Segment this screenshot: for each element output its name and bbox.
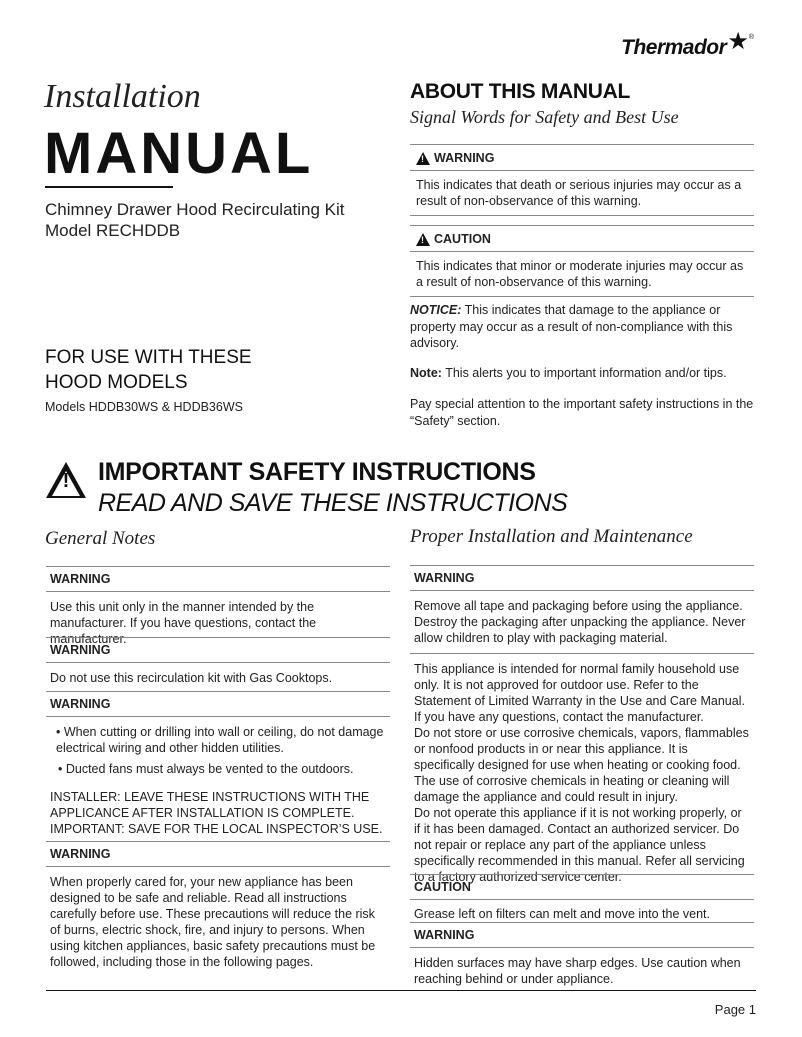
cover-divider	[45, 186, 173, 188]
general-warning-1-label: WARNING	[46, 566, 390, 592]
safety-subtitle: READ AND SAVE THESE INSTRUCTIONS	[98, 489, 568, 517]
proper-caution-label: CAUTION	[410, 874, 754, 900]
proper-warning-1-label: WARNING	[410, 565, 754, 591]
for-use-line1: FOR USE WITH THESE	[45, 347, 252, 368]
attention-paragraph: Pay special attention to the important safety instructions in the “Safety” section.	[410, 397, 754, 428]
safety-alert-exclamation: !	[62, 470, 70, 492]
proper-paragraph: Do not operate this appliance if it is not working properly, or if it has been damaged. Contact an authorized servicer. Do not repair or replace any part of the appliance unless specifically recommended in this manual. Refer all servicing to a factory authorized service center.	[414, 806, 745, 884]
warning-signal-text: This indicates that death or serious injuries may occur as a result of non-observance of this warning.	[410, 171, 754, 216]
about-title: ABOUT THIS MANUAL	[410, 80, 631, 103]
general-warning-3-label: WARNING	[46, 691, 390, 717]
caution-triangle-icon	[416, 233, 430, 246]
caution-signal-header	[410, 225, 754, 252]
proper-warning-2-label: WARNING	[410, 922, 754, 948]
notice-text: This indicates that damage to the appliance or property may occur as a result of non-compliance with this advisory.	[410, 303, 733, 350]
proper-caution	[410, 874, 754, 925]
proper-warning-1-more	[410, 654, 754, 892]
general-notes-heading: General Notes	[45, 528, 156, 549]
list-item: • When cutting or drilling into wall or ceiling, do not damage electrical wiring and other hidden utilities.	[56, 725, 384, 755]
notice-paragraph	[410, 302, 755, 352]
general-warning-4-label: WARNING	[46, 841, 390, 867]
proper-caution-text: Grease left on filters can melt and move into the vent.	[414, 907, 710, 921]
proper-warning-1	[410, 565, 754, 892]
about-subtitle: Signal Words for Safety and Best Use	[410, 107, 679, 127]
kit-title-line1: Chimney Drawer Hood Recirculating Kit	[45, 200, 345, 219]
general-warning-2-label: WARNING	[46, 637, 390, 663]
list-item: • Ducted fans must always be vented to the outdoors.	[58, 762, 354, 776]
proper-warning-1-text: Remove all tape and packaging before using the appliance. Destroy the packaging after unpacking the appliance. Never allow children to play with packaging material.	[410, 591, 754, 654]
kit-title	[45, 199, 385, 241]
proper-warning-2	[410, 922, 754, 994]
proper-paragraph: This appliance is intended for normal family household use only. It is not approved for outdoor use. Refer to the Statement of Limited Warranty in the Use and Care Manual. If you have any questions, contact the manufacturer.	[414, 662, 745, 724]
registered-mark: ®	[748, 34, 754, 41]
general-warning-3	[46, 691, 390, 844]
warning-signal-label: WARNING	[434, 151, 495, 165]
for-use-heading	[45, 345, 385, 395]
brand-logo	[621, 30, 754, 60]
general-warning-2	[46, 637, 390, 693]
footer-divider	[46, 990, 756, 991]
warning-triangle-icon	[416, 152, 430, 165]
general-warning-2-text: Do not use this recirculation kit with Gas Cooktops.	[50, 671, 333, 685]
for-use-line2: HOOD MODELS	[45, 372, 188, 393]
brand-name: Thermador	[621, 36, 727, 59]
note-paragraph	[410, 365, 755, 382]
general-warning-4-text: When properly cared for, your new appliance has been designed to be safe and reliable. Read all instructions carefully before use. These precautions will reduce the risk of burns, electric shock, fire, and injury to persons. When using kitchen appliances, basic safety precautions must be followed, including those in the following pages.	[50, 875, 376, 969]
star-icon: ★	[727, 28, 749, 55]
warning-signal-header	[410, 144, 754, 171]
safety-title: IMPORTANT SAFETY INSTRUCTIONS	[98, 458, 536, 486]
warning-signal-box	[410, 144, 754, 216]
note-text: This alerts you to important information and/or tips.	[441, 366, 727, 380]
notice-label: NOTICE:	[410, 303, 462, 317]
hood-models: Models HDDB30WS & HDDB36WS	[45, 400, 243, 414]
installation-label: Installation	[44, 78, 201, 115]
general-warning-4	[46, 841, 390, 977]
general-warning-1-text: Use this unit only in the manner intended by the manufacturer. If you have questions, contact the manufacturer.	[50, 600, 317, 646]
general-warning-3-body	[46, 717, 390, 844]
kit-model-line: Model RECHDDB	[45, 221, 181, 240]
installer-note: INSTALLER: LEAVE THESE INSTRUCTIONS WITH THE APPLICANCE AFTER INSTALLATION IS COMPLETE. IMPORTANT: SAVE FOR THE LOCAL INSPECTOR’S USE.	[50, 790, 383, 836]
page-number: Page 1	[714, 1002, 756, 1017]
proper-installation-heading: Proper Installation and Maintenance	[410, 526, 693, 547]
caution-signal-box	[410, 225, 754, 297]
note-label: Note:	[410, 366, 442, 380]
caution-signal-text: This indicates that minor or moderate injuries may occur as a result of non-observance of this warning.	[410, 252, 754, 297]
caution-signal-label: CAUTION	[434, 232, 491, 246]
manual-title: MANUAL	[44, 121, 314, 186]
proper-paragraph: Do not store or use corrosive chemicals, vapors, flammables or nonfood products in or near this appliance. It is specifically designed for use when heating or cooking food. The use of corrosive chemicals in heating or cleaning will damage the appliance and could result in injury.	[414, 726, 749, 804]
proper-warning-2-text: Hidden surfaces may have sharp edges. Use caution when reaching behind or under appliance.	[414, 956, 741, 986]
